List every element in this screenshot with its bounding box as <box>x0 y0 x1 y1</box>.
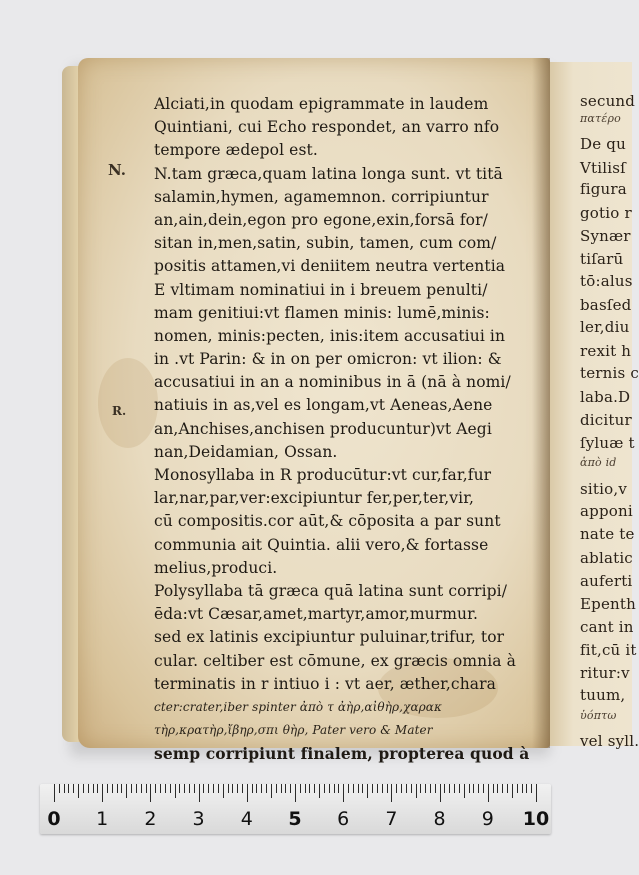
facing-page-line: De qu <box>580 135 626 153</box>
ruler-tick <box>107 784 108 793</box>
text-line: cū compositis.cor aūt,& cōposita a par sunt <box>154 512 501 531</box>
text-line: natiuis in as,vel es longam,vt Aeneas,Aene <box>154 396 493 415</box>
facing-page-line: tuum, <box>580 686 626 704</box>
ruler-tick <box>281 784 282 793</box>
margin-mark-n: N. <box>108 161 126 179</box>
page-gutter <box>532 58 550 748</box>
ruler-tick <box>348 784 349 793</box>
text-line: semp corripiunt finalem, propterea quod à <box>154 744 530 764</box>
ruler-tick <box>314 784 315 793</box>
facing-page-line: dicitur <box>580 411 632 429</box>
ruler-tick <box>536 784 537 802</box>
ruler-tick <box>377 784 378 793</box>
ruler-tick <box>435 784 436 793</box>
ruler-tick <box>473 784 474 793</box>
ruler-label: 2 <box>144 808 157 830</box>
text-line: an,ain,dein,egon pro egone,exin,forsā for/ <box>154 210 488 229</box>
ruler-tick <box>285 784 286 793</box>
ruler-tick <box>102 784 103 802</box>
ruler-tick <box>416 784 417 798</box>
ruler-label: 6 <box>337 808 350 830</box>
ruler-tick <box>372 784 373 793</box>
text-line: Alciati,in quodam epigrammate in laudem <box>154 95 489 113</box>
ruler-tick <box>295 784 296 802</box>
ruler-tick <box>276 784 277 793</box>
ruler-tick <box>502 784 503 793</box>
ruler-tick <box>469 784 470 793</box>
ruler-tick <box>121 784 122 793</box>
ruler-tick <box>179 784 180 793</box>
ruler-tick <box>338 784 339 793</box>
text-line: accusatiui in an a nominibus in ā (nā à nomi/ <box>154 373 511 392</box>
facing-page-line: cant in <box>580 618 634 636</box>
facing-page-line: ſyluæ t <box>580 434 635 452</box>
facing-page-line: ritur:v <box>580 664 630 682</box>
ruler-label: 3 <box>192 808 205 830</box>
ruler-tick <box>305 784 306 793</box>
ruler-tick <box>97 784 98 793</box>
ruler-tick <box>444 784 445 793</box>
facing-page-line: ler,diu <box>580 318 630 336</box>
facing-page-line: auferti <box>580 572 633 590</box>
text-line: cular. celtiber est cōmune, ex græcis omnia à <box>154 651 516 670</box>
ruler-tick <box>223 784 224 798</box>
ruler-label: 5 <box>288 808 302 830</box>
facing-page-line: Vtilisſ <box>580 159 626 177</box>
text-line: cter:crater,iber spinter ἀπὸ τ ἀὴρ,αἰθὴρ,χαρακ <box>154 699 442 714</box>
ruler-tick <box>141 784 142 793</box>
ruler-tick <box>208 784 209 793</box>
page-text <box>154 93 530 765</box>
facing-page-line: πατέρο <box>580 112 621 125</box>
measurement-ruler <box>40 784 551 834</box>
ruler-tick <box>358 784 359 793</box>
ruler-tick <box>175 784 176 798</box>
ruler-tick <box>517 784 518 793</box>
facing-page-line: Epenth <box>580 595 636 613</box>
ruler-tick <box>507 784 508 793</box>
ruler-tick <box>88 784 89 793</box>
ruler-tick <box>526 784 527 793</box>
ruler-tick <box>199 784 200 802</box>
ruler-tick <box>420 784 421 793</box>
ruler-tick <box>406 784 407 793</box>
text-line: salamin,hymen, agamemnon. corripiuntur <box>154 187 489 206</box>
ruler-label: 0 <box>47 808 61 830</box>
facing-page-line: figura <box>580 180 627 198</box>
facing-page-line: laba.D <box>580 388 631 406</box>
ruler-tick <box>512 784 513 798</box>
ruler-tick <box>334 784 335 793</box>
ruler-tick <box>488 784 489 802</box>
facing-page-line: tiſarū <box>580 250 624 268</box>
ruler-tick <box>256 784 257 793</box>
text-line: nomen, minis:pecten, inis:item accusatiui in <box>154 326 506 345</box>
text-line: positis attamen,vi deniitem neutra vertentia <box>154 257 506 276</box>
text-line: N.tam græca,quam latina longa sunt. vt titā <box>154 164 503 183</box>
facing-page <box>548 62 639 750</box>
ruler-tick <box>266 784 267 793</box>
ruler-tick <box>391 784 392 802</box>
ruler-tick <box>218 784 219 793</box>
ruler-tick <box>131 784 132 793</box>
ruler-label: 8 <box>433 808 446 830</box>
facing-page-line: basſed <box>580 296 632 314</box>
ruler-tick <box>78 784 79 798</box>
ruler-tick <box>247 784 248 802</box>
ruler-tick <box>146 784 147 793</box>
ruler-tick <box>343 784 344 802</box>
ruler-tick <box>459 784 460 793</box>
ruler-tick <box>68 784 69 793</box>
ruler-tick <box>497 784 498 793</box>
text-line: mam genitiui:vt flamen minis: lumē,minis: <box>154 303 490 322</box>
ruler-tick <box>228 784 229 793</box>
ruler-tick <box>189 784 190 793</box>
text-line: in .vt Parin: & in on per omicron: vt ilion: & <box>154 350 502 369</box>
text-line: melius,produci. <box>154 558 278 577</box>
ruler-tick <box>464 784 465 798</box>
ruler-tick <box>59 784 60 793</box>
text-line: tempore ædepol est. <box>154 141 318 160</box>
text-line: an,Anchises,anchisen producuntur)vt Aegi <box>154 419 492 438</box>
ruler-tick <box>300 784 301 793</box>
ruler-tick <box>362 784 363 793</box>
ruler-tick <box>319 784 320 798</box>
ruler-tick <box>237 784 238 793</box>
ruler-tick <box>64 784 65 793</box>
ruler-tick <box>387 784 388 793</box>
ruler-tick <box>184 784 185 793</box>
text-line: communia ait Quintia. alii vero,& fortasse <box>154 535 489 554</box>
text-line: Monosyllaba in R producūtur:vt cur,far,fur <box>154 466 492 484</box>
text-line: Quintiani, cui Echo respondet, an varro nfo <box>154 118 500 137</box>
facing-page-line: apponi <box>580 502 633 520</box>
ruler-tick <box>261 784 262 793</box>
ruler-tick <box>382 784 383 793</box>
ruler-tick <box>126 784 127 798</box>
facing-page-line: nate te <box>580 525 635 543</box>
ruler-label: 9 <box>481 808 494 830</box>
ruler-tick <box>290 784 291 793</box>
ruler-tick <box>396 784 397 793</box>
text-line: τὴρ,κρατὴρ,ἴβηρ,σπι θὴρ, Pater vero & Mater <box>154 723 433 738</box>
ruler-label: 10 <box>522 808 550 830</box>
text-line: E vltimam nominatiui in i breuem penulti/ <box>154 280 488 299</box>
facing-page-line: gotio r <box>580 204 632 222</box>
ruler-tick <box>324 784 325 793</box>
facing-page-line: rexit h <box>580 342 632 360</box>
ruler-label: 1 <box>96 808 109 830</box>
ruler-tick <box>117 784 118 793</box>
ruler-tick <box>329 784 330 793</box>
text-line: nan,Deidamian, Ossan. <box>154 442 338 461</box>
text-line: ēda:vt Cæsar,amet,martyr,amor,murmur. <box>154 605 478 624</box>
ruler-tick <box>411 784 412 793</box>
ruler-tick <box>252 784 253 793</box>
text-line: lar,nar,par,ver:excipiuntur fer,per,ter,vir, <box>154 489 475 508</box>
ruler-tick <box>493 784 494 793</box>
ruler-tick <box>531 784 532 793</box>
ruler-tick <box>401 784 402 793</box>
ruler-tick <box>213 784 214 793</box>
ruler-tick <box>483 784 484 793</box>
ruler-tick <box>150 784 151 802</box>
text-line: sed ex latinis excipiuntur puluinar,trifur, tor <box>154 628 505 647</box>
text-line: terminatis in r intiuo i : vt aer, æther,chara <box>154 674 496 693</box>
ruler-tick <box>170 784 171 793</box>
facing-page-line: ternis c <box>580 364 639 382</box>
ruler-tick <box>73 784 74 793</box>
ruler-tick <box>165 784 166 793</box>
ruler-tick <box>155 784 156 793</box>
ruler-label: 4 <box>240 808 253 830</box>
facing-page-line: secund <box>580 92 636 110</box>
text-line: sitan in,men,satin, subin, tamen, cum com/ <box>154 234 497 253</box>
ruler-label: 7 <box>385 808 398 830</box>
ruler-tick <box>93 784 94 793</box>
facing-page-line: vel syll. <box>580 732 639 750</box>
ruler-tick <box>194 784 195 793</box>
text-line: Polysyllaba tā græca quā latina sunt corripi/ <box>154 581 508 600</box>
ruler-tick <box>309 784 310 793</box>
ruler-tick <box>425 784 426 793</box>
facing-page-line: tō:alus <box>580 272 633 290</box>
facing-page-line: ablatic <box>580 549 633 567</box>
ruler-tick <box>160 784 161 793</box>
ruler-tick <box>430 784 431 793</box>
facing-page-line: sitio,v <box>580 480 627 498</box>
margin-mark-r: R. <box>112 404 127 418</box>
ruler-tick <box>367 784 368 798</box>
ruler-tick <box>83 784 84 793</box>
ruler-tick <box>271 784 272 798</box>
ruler-tick <box>449 784 450 793</box>
ruler-tick <box>54 784 55 802</box>
ruler-tick <box>112 784 113 793</box>
facing-page-line: Synær <box>580 227 631 245</box>
ruler-tick <box>242 784 243 793</box>
ruler-tick <box>232 784 233 793</box>
facing-page-line: ὑόπτω <box>580 709 617 722</box>
ruler-tick <box>136 784 137 793</box>
ruler-tick <box>440 784 441 802</box>
ruler-tick <box>353 784 354 793</box>
paper-stain <box>98 358 158 448</box>
facing-page-line: ἀπὸ id <box>580 456 617 469</box>
ruler-tick <box>454 784 455 793</box>
facing-page-line: fit,cū it <box>580 641 637 659</box>
ruler-tick <box>522 784 523 793</box>
ruler-tick <box>203 784 204 793</box>
ruler-tick <box>478 784 479 793</box>
